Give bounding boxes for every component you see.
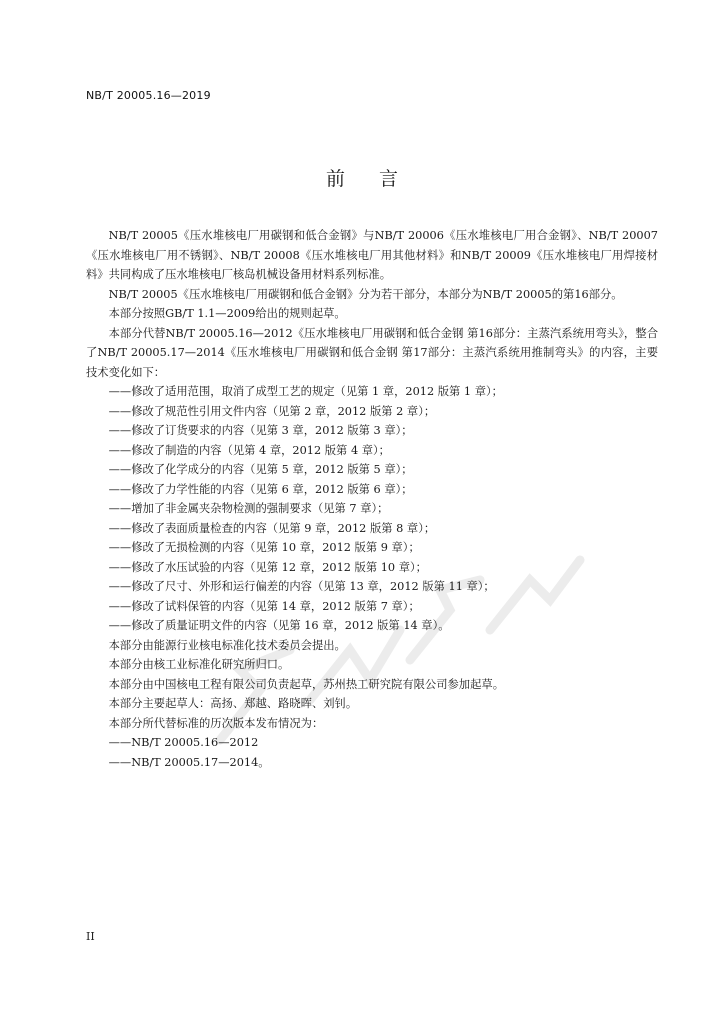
parts-paragraph: NB/T 20005《压水堆核电厂用碳钢和低合金钢》分为若干部分，本部分为NB/T 20005的第16部分。	[108, 287, 623, 301]
version-history-list	[86, 733, 658, 772]
replace-paragraph: 本部分代替NB/T 20005.16—2012《压水堆核电厂用碳钢和低合金钢 第16部分：主蒸汽系统用弯头》，整合了NB/T 20005.17—2014《压水堆核电厂用碳钢和低合金钢 第17部分：主蒸汽系统用推制弯头》的内容，主要技术变化如下：	[86, 326, 658, 379]
list-item: ——修改了无损检测的内容（见第 10 章，2012 版第 9 章）；	[108, 541, 420, 554]
page-title: 前言	[325, 168, 432, 190]
list-item: ——修改了订货要求的内容（见第 3 章，2012 版第 3 章）；	[108, 424, 413, 437]
list-item: ——修改了表面质量检查的内容（见第 9 章，2012 版第 8 章）；	[108, 521, 436, 535]
administrator-paragraph: 本部分由核工业标准化研究所归口。	[108, 658, 290, 671]
list-item: ——增加了非金属夹杂物检测的强制要求（见第 7 章）；	[108, 502, 389, 515]
list-item: ——修改了化学成分的内容（见第 5 章，2012 版第 5 章）；	[108, 463, 413, 476]
technical-changes-list	[86, 382, 658, 636]
list-item: ——修改了力学性能的内容（见第 6 章，2012 版第 6 章）；	[108, 482, 413, 496]
list-item: ——修改了水压试验的内容（见第 12 章，2012 版第 10 章）；	[108, 560, 427, 574]
foreword-body	[86, 226, 658, 772]
drafting-org-paragraph: 本部分由中国核电工程有限公司负责起草，苏州热工研究院有限公司参加起草。	[108, 677, 504, 691]
rules-paragraph: 本部分按照GB/T 1.1—2009给出的规则起草。	[108, 307, 346, 320]
list-item: ——修改了质量证明文件的内容（见第 16 章，2012 版第 14 章）。	[108, 619, 450, 632]
list-item: ——修改了试料保管的内容（见第 14 章，2012 版第 7 章）；	[108, 599, 420, 613]
list-item: ——NB/T 20005.16—2012	[108, 736, 259, 749]
history-intro-paragraph: 本部分所代替标准的历次版本发布情况为：	[108, 716, 324, 730]
intro-paragraph: NB/T 20005《压水堆核电厂用碳钢和低合金钢》与NB/T 20006《压水堆核电厂用合金钢》、NB/T 20007《压水堆核电厂用不锈钢》、NB/T 20008《压水堆核电厂用其他材料》和NB/T 20009《压水堆核电厂用焊接材料》共同构成了压水堆核电厂核岛机械设备用材料系列标准。	[86, 229, 658, 281]
list-item: ——修改了适用范围，取消了成型工艺的规定（见第 1 章，2012 版第 1 章）；	[108, 385, 503, 398]
proposer-paragraph: 本部分由能源行业核电标准化技术委员会提出。	[108, 638, 346, 652]
list-item: ——修改了规范性引用文件内容（见第 2 章，2012 版第 2 章）；	[108, 404, 436, 418]
drafters-paragraph: 本部分主要起草人：高扬、郑越、路晓晖、刘钊。	[108, 697, 358, 710]
list-item: ——修改了制造的内容（见第 4 章，2012 版第 4 章）；	[108, 443, 390, 457]
page-number: II	[86, 930, 95, 943]
list-item: ——NB/T 20005.17—2014。	[108, 755, 270, 769]
standard-code-header: NB/T 20005.16—2019	[86, 89, 211, 102]
list-item: ——修改了尺寸、外形和运行偏差的内容（见第 13 章，2012 版第 11 章）；	[108, 580, 495, 593]
